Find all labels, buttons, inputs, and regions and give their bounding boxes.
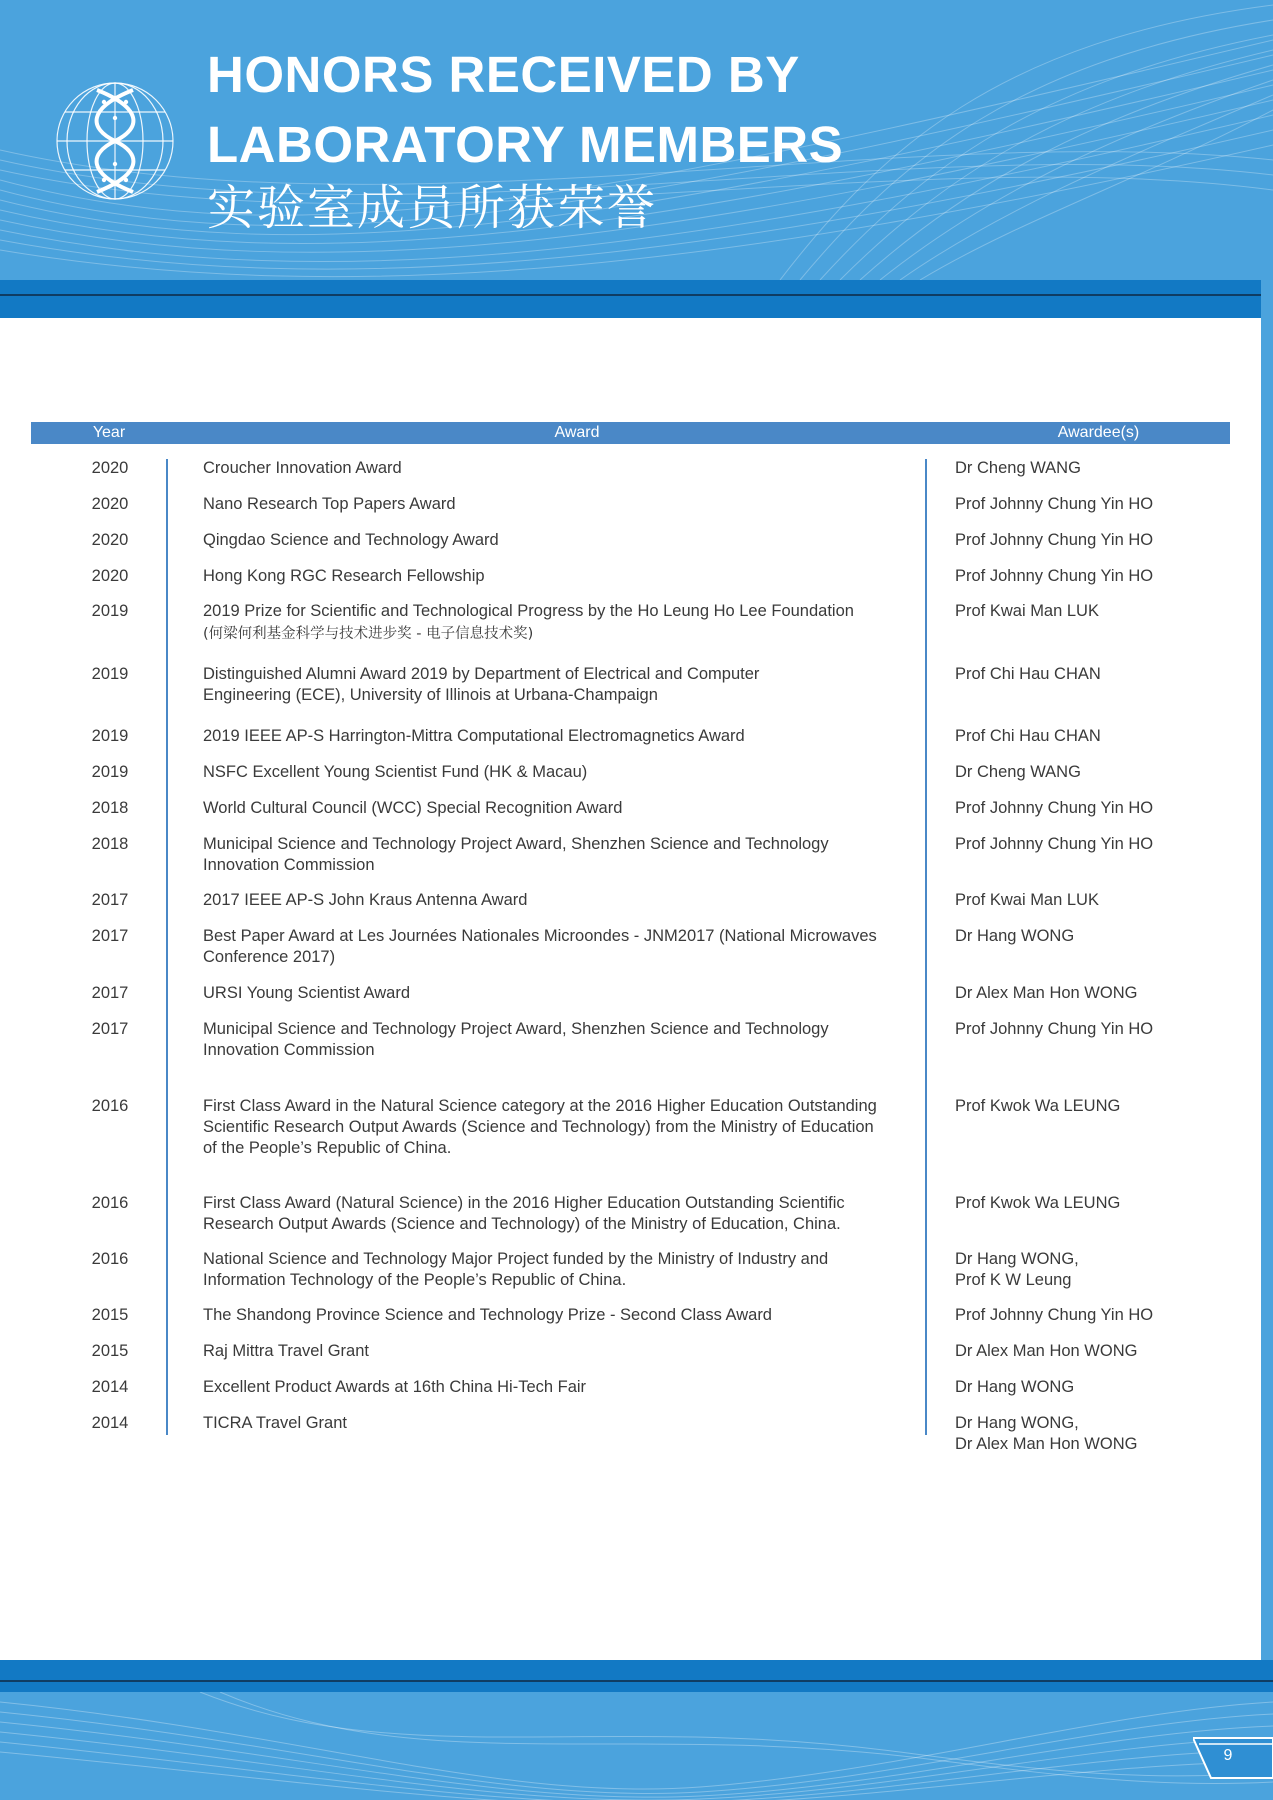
row-awardee: Dr Alex Man Hon WONG: [955, 1342, 1138, 1360]
row-year: 2014: [91, 1414, 129, 1432]
row-awardee: Prof Johnny Chung Yin HO: [955, 567, 1154, 585]
row-award-line1: National Science and Technology Major Project funded by the Ministry of Industry and: [203, 1250, 829, 1268]
row-awardee: Prof Johnny Chung Yin HO: [955, 1020, 1154, 1038]
row-awardee-line1: Dr Hang WONG,: [955, 1250, 1079, 1268]
row-award: Raj Mittra Travel Grant: [203, 1342, 369, 1360]
footer-band-lower: [0, 1682, 1273, 1692]
row-award-line1: First Class Award in the Natural Science category at the 2016 Higher Education Outstanding: [203, 1097, 877, 1115]
row-awardee: Dr Hang WONG: [955, 1378, 1075, 1396]
row-awardee: Prof Kwai Man LUK: [955, 891, 1099, 909]
row-award: The Shandong Province Science and Technology Prize - Second Class Award: [203, 1306, 772, 1324]
footer-banner: [0, 1692, 1273, 1800]
row-award-line2: Research Output Awards (Science and Technology) of the Ministry of Education, China.: [203, 1215, 841, 1233]
row-year: 2017: [91, 984, 129, 1002]
page-title-line1: HONORS RECEIVED BY: [207, 46, 800, 103]
row-year: 2016: [91, 1194, 129, 1212]
row-award: 2017 IEEE AP-S John Kraus Antenna Award: [203, 891, 528, 909]
row-award: [203, 1249, 913, 1291]
row-award-line1: Distinguished Alumni Award 2019 by Department of Electrical and Computer: [203, 665, 760, 683]
row-award: [203, 926, 913, 968]
row-awardee: Prof Kwok Wa LEUNG: [955, 1194, 1121, 1212]
row-award-line2: Engineering (ECE), University of Illinois at Urbana-Champaign: [203, 686, 658, 704]
row-award: [203, 1019, 913, 1061]
row-award: World Cultural Council (WCC) Special Recognition Award: [203, 799, 623, 817]
row-year: 2018: [91, 799, 129, 817]
row-year: 2014: [91, 1378, 129, 1396]
column-header-awardee: Awardee(s): [1057, 424, 1140, 441]
row-award-chinese: (何梁何利基金科学与技术进步奖 - 电子信息技术奖): [203, 626, 534, 642]
row-awardee: Prof Kwai Man LUK: [955, 602, 1099, 620]
row-year: 2015: [91, 1342, 129, 1360]
row-awardee: Prof Johnny Chung Yin HO: [955, 1306, 1154, 1324]
row-award-line1: Municipal Science and Technology Project Award, Shenzhen Science and Technology: [203, 1020, 829, 1038]
row-awardee-line2: Dr Alex Man Hon WONG: [955, 1435, 1138, 1453]
footer-wave-lines: [0, 1692, 1273, 1800]
row-year: 2017: [91, 891, 129, 909]
column-header-award: Award: [554, 424, 600, 441]
page-title-line2: LABORATORY MEMBERS: [207, 116, 844, 173]
row-award: Nano Research Top Papers Award: [203, 495, 456, 513]
row-year: 2020: [91, 495, 129, 513]
row-awardee: [955, 1249, 1255, 1291]
row-year: 2017: [91, 927, 129, 945]
row-year: 2016: [91, 1097, 129, 1115]
row-year: 2019: [91, 763, 129, 781]
row-awardee: Prof Johnny Chung Yin HO: [955, 835, 1154, 853]
row-award: TICRA Travel Grant: [203, 1414, 347, 1432]
row-awardee: Prof Chi Hau CHAN: [955, 665, 1101, 683]
row-awardee-line2: Prof K W Leung: [955, 1271, 1072, 1289]
row-award: NSFC Excellent Young Scientist Fund (HK & Macau): [203, 763, 588, 781]
row-year: 2019: [91, 665, 129, 683]
row-awardee: Prof Kwok Wa LEUNG: [955, 1097, 1121, 1115]
row-awardee: Prof Johnny Chung Yin HO: [955, 495, 1154, 513]
column-header-year: Year: [92, 424, 126, 441]
row-awardee: Dr Alex Man Hon WONG: [955, 984, 1138, 1002]
row-award-line1: Municipal Science and Technology Project Award, Shenzhen Science and Technology: [203, 835, 829, 853]
row-award-line2: Innovation Commission: [203, 1041, 375, 1059]
row-award: Hong Kong RGC Research Fellowship: [203, 567, 485, 585]
row-award: URSI Young Scientist Award: [203, 984, 410, 1002]
row-awardee: Dr Cheng WANG: [955, 459, 1081, 477]
page-number: 9: [1223, 1747, 1233, 1764]
row-award-line1: First Class Award (Natural Science) in the 2016 Higher Education Outstanding Scientific: [203, 1194, 845, 1212]
row-award-line1: Best Paper Award at Les Journées Nationales Microondes - JNM2017 (National Microwaves: [203, 927, 877, 945]
row-awardee: [955, 1413, 1255, 1455]
row-award-line2: Information Technology of the People’s Republic of China.: [203, 1271, 627, 1289]
row-year: 2015: [91, 1306, 129, 1324]
row-year: 2020: [91, 459, 129, 477]
row-award: [203, 601, 913, 645]
row-award: 2019 IEEE AP-S Harrington-Mittra Computational Electromagnetics Award: [203, 727, 745, 745]
row-awardee-line1: Dr Hang WONG,: [955, 1414, 1079, 1432]
row-year: 2019: [91, 727, 129, 745]
row-awardee: Prof Chi Hau CHAN: [955, 727, 1101, 745]
row-award-line2: Innovation Commission: [203, 856, 375, 874]
row-year: 2016: [91, 1250, 129, 1268]
row-awardee: Dr Cheng WANG: [955, 763, 1081, 781]
row-award: Croucher Innovation Award: [203, 459, 402, 477]
row-awardee: Prof Johnny Chung Yin HO: [955, 531, 1154, 549]
row-award: Excellent Product Awards at 16th China Hi-Tech Fair: [203, 1378, 587, 1396]
row-year: 2019: [91, 602, 129, 620]
row-awardee: Dr Hang WONG: [955, 927, 1075, 945]
row-year: 2020: [91, 531, 129, 549]
row-award: [203, 834, 913, 876]
footer-band: [0, 1660, 1273, 1680]
row-year: 2020: [91, 567, 129, 585]
page-title-chinese: 实验室成员所获荣誉: [207, 180, 658, 236]
row-award: Qingdao Science and Technology Award: [203, 531, 499, 549]
row-awardee: Prof Johnny Chung Yin HO: [955, 799, 1154, 817]
row-award-line3: of the People’s Republic of China.: [203, 1139, 452, 1157]
row-award-line2: Conference 2017): [203, 948, 336, 966]
row-award-line2: Scientific Research Output Awards (Science and Technology) from the Ministry of Education: [203, 1118, 874, 1136]
row-year: 2018: [91, 835, 129, 853]
row-award-text: 2019 Prize for Scientific and Technological Progress by the Ho Leung Ho Lee Foundation: [203, 602, 854, 620]
row-award: [203, 1096, 913, 1159]
row-year: 2017: [91, 1020, 129, 1038]
row-award: [203, 664, 913, 706]
row-award: [203, 1193, 913, 1235]
